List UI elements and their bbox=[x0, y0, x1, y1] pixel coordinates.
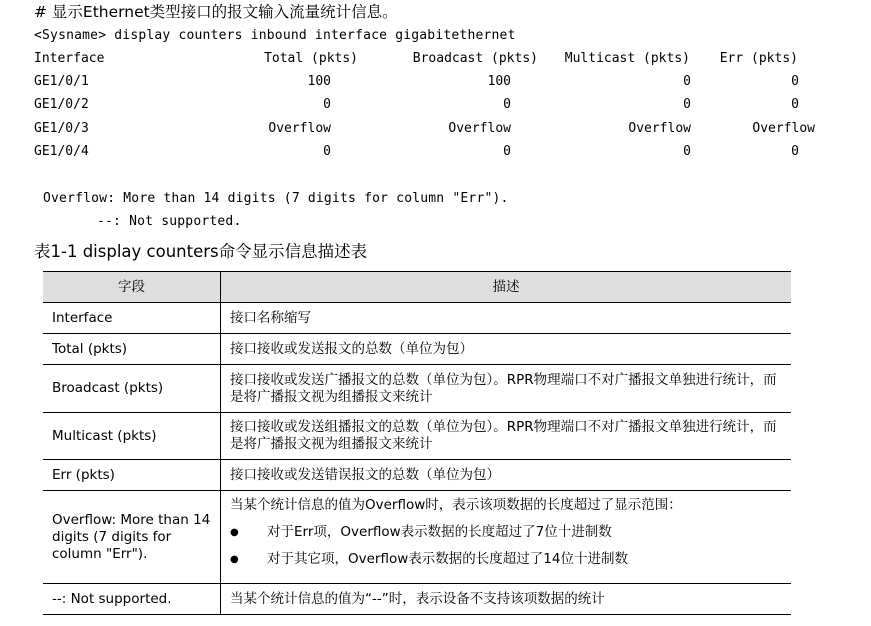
overflow-note: Overflow: More than 14 digits (7 digits for column "Err"). bbox=[43, 191, 509, 206]
column-header-field: 字段 bbox=[43, 272, 221, 303]
row-multicast: 0 bbox=[683, 144, 691, 159]
row-total: 100 bbox=[307, 74, 331, 89]
desc-cell: 接口名称缩写 bbox=[221, 303, 792, 334]
row-total: Overflow bbox=[268, 121, 331, 136]
desc-cell: 当某个统计信息的值为“--”时，表示设备不支持该项数据的统计 bbox=[221, 584, 792, 615]
table-header-row bbox=[43, 272, 791, 303]
row-total: 0 bbox=[323, 144, 331, 159]
output-header-row bbox=[34, 51, 814, 67]
field-cell: Interface bbox=[43, 303, 221, 334]
header-broadcast: Broadcast (pkts) bbox=[412, 51, 538, 66]
table-row bbox=[43, 365, 791, 413]
desc-cell bbox=[221, 491, 792, 584]
desc-text: 当某个统计信息的值为Overflow时，表示该项数据的长度超过了显示范围： bbox=[230, 497, 682, 513]
row-err: 0 bbox=[791, 144, 799, 159]
row-multicast: 0 bbox=[683, 97, 691, 112]
output-row bbox=[34, 97, 814, 113]
row-broadcast: 0 bbox=[503, 144, 511, 159]
desc-cell: 接口接收或发送组播报文的总数（单位为包）。RPR物理端口不对广播报文单独进行统计，而是将广播报文视为组播报文来统计 bbox=[221, 413, 792, 460]
bullet-list bbox=[230, 524, 783, 568]
field-cell: Broadcast (pkts) bbox=[43, 365, 221, 413]
row-multicast: Overflow bbox=[628, 121, 691, 136]
header-err: Err (pkts) bbox=[719, 51, 798, 66]
row-total: 0 bbox=[323, 97, 331, 112]
header-total: Total (pkts) bbox=[264, 51, 358, 66]
row-err: 0 bbox=[791, 97, 799, 112]
row-err: Overflow bbox=[752, 121, 815, 136]
column-header-desc: 描述 bbox=[221, 272, 792, 303]
row-broadcast: 100 bbox=[487, 74, 511, 89]
table-row bbox=[43, 491, 791, 584]
field-cell: --: Not supported. bbox=[43, 584, 221, 615]
bullet-item: ● 对于其它项，Overflow表示数据的长度超过了14位十进制数 bbox=[230, 551, 783, 568]
table-title: 表1-1 display counters命令显示信息描述表 bbox=[34, 242, 368, 261]
row-interface: GE1/0/1 bbox=[34, 74, 89, 89]
table-row bbox=[43, 584, 791, 615]
header-multicast: Multicast (pkts) bbox=[564, 51, 690, 66]
not-supported-note: --: Not supported. bbox=[97, 214, 242, 229]
table-row bbox=[43, 413, 791, 460]
row-interface: GE1/0/2 bbox=[34, 97, 89, 112]
field-cell: Overflow: More than 14 digits (7 digits for column "Err"). bbox=[43, 491, 221, 584]
section-heading: # 显示Ethernet类型接口的报文输入流量统计信息。 bbox=[34, 3, 398, 21]
output-row bbox=[34, 74, 814, 90]
table-row bbox=[43, 303, 791, 334]
desc-cell: 接口接收或发送广播报文的总数（单位为包）。RPR物理端口不对广播报文单独进行统计，而是将广播报文视为组播报文来统计 bbox=[221, 365, 792, 413]
description-table bbox=[43, 271, 791, 615]
desc-cell: 接口接收或发送错误报文的总数（单位为包） bbox=[221, 460, 792, 491]
row-err: 0 bbox=[791, 74, 799, 89]
row-interface: GE1/0/4 bbox=[34, 144, 89, 159]
field-cell: Multicast (pkts) bbox=[43, 413, 221, 460]
output-row bbox=[34, 121, 814, 137]
bullet-item: ● 对于Err项，Overflow表示数据的长度超过了7位十进制数 bbox=[230, 524, 783, 541]
table-row bbox=[43, 460, 791, 491]
cli-command: <Sysname> display counters inbound interface gigabitethernet bbox=[34, 28, 516, 43]
field-cell: Err (pkts) bbox=[43, 460, 221, 491]
desc-cell: 接口接收或发送报文的总数（单位为包） bbox=[221, 334, 792, 365]
field-cell: Total (pkts) bbox=[43, 334, 221, 365]
output-row bbox=[34, 144, 814, 160]
row-multicast: 0 bbox=[683, 74, 691, 89]
header-interface: Interface bbox=[34, 51, 105, 66]
row-interface: GE1/0/3 bbox=[34, 121, 89, 136]
table-row bbox=[43, 334, 791, 365]
row-broadcast: Overflow bbox=[448, 121, 511, 136]
row-broadcast: 0 bbox=[503, 97, 511, 112]
